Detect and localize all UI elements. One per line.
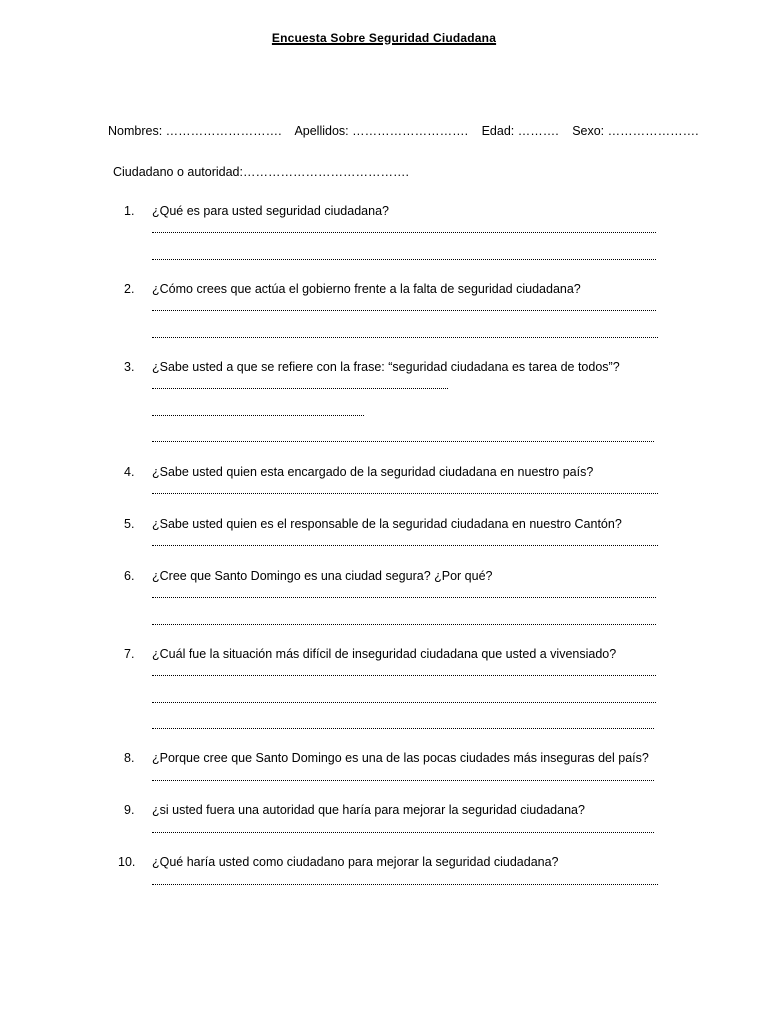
answer-line[interactable] [152, 624, 656, 625]
question-text: ¿Cree que Santo Domingo es una ciudad segura? ¿Por qué? [152, 569, 493, 583]
question-number: 9. [124, 803, 135, 817]
answer-line[interactable] [152, 545, 658, 546]
question-text: ¿Porque cree que Santo Domingo es una de las pocas ciudades más inseguras del país? [152, 751, 649, 765]
sexo-field[interactable]: Sexo: …………………. [572, 124, 699, 138]
answer-line[interactable] [152, 832, 654, 833]
question-4 [124, 465, 593, 479]
answer-line[interactable] [152, 884, 658, 885]
question-number: 8. [124, 751, 135, 765]
question-number: 7. [124, 647, 135, 661]
answer-line[interactable] [152, 259, 656, 260]
question-text: ¿Qué es para usted seguridad ciudadana? [152, 204, 389, 218]
answer-line[interactable] [152, 337, 658, 338]
answer-line[interactable] [152, 493, 658, 494]
question-text: ¿Cuál fue la situación más difícil de inseguridad ciudadana que usted a vivensiado? [152, 647, 617, 661]
question-10 [118, 855, 559, 869]
answer-line[interactable] [152, 415, 364, 416]
question-1 [124, 204, 389, 218]
edad-field[interactable]: Edad: ………. [481, 124, 559, 138]
nombres-field[interactable]: Nombres: ………………………. [108, 124, 282, 138]
question-number: 5. [124, 517, 135, 531]
personal-info-row [108, 124, 709, 138]
question-8 [124, 751, 649, 765]
answer-line[interactable] [152, 310, 656, 311]
answer-line[interactable] [152, 597, 656, 598]
apellidos-field[interactable]: Apellidos: ………………………. [294, 124, 469, 138]
question-text: ¿Sabe usted a que se refiere con la frase: “seguridad ciudadana es tarea de todos”? [152, 360, 620, 374]
question-number: 4. [124, 465, 135, 479]
answer-line[interactable] [152, 728, 654, 729]
page-title: Encuesta Sobre Seguridad Ciudadana [271, 31, 497, 45]
answer-line[interactable] [152, 780, 654, 781]
answer-line[interactable] [152, 441, 654, 442]
question-text: ¿Sabe usted quien es el responsable de la seguridad ciudadana en nuestro Cantón? [152, 517, 622, 531]
question-number: 10. [118, 855, 136, 869]
answer-line[interactable] [152, 675, 656, 676]
question-text: ¿Sabe usted quien esta encargado de la seguridad ciudadana en nuestro país? [152, 465, 594, 479]
question-9 [124, 803, 585, 817]
answer-line[interactable] [152, 232, 656, 233]
question-text: ¿si usted fuera una autoridad que haría para mejorar la seguridad ciudadana? [152, 803, 585, 817]
question-text: ¿Qué haría usted como ciudadano para mejorar la seguridad ciudadana? [152, 855, 559, 869]
question-number: 2. [124, 282, 135, 296]
question-2 [124, 282, 581, 296]
question-6 [124, 569, 493, 583]
ciudadano-field[interactable]: Ciudadano o autoridad:…………………………………. [113, 165, 409, 179]
question-text: ¿Cómo crees que actúa el gobierno frente a la falta de seguridad ciudadana? [152, 282, 581, 296]
question-number: 6. [124, 569, 135, 583]
question-5 [124, 517, 622, 531]
answer-line[interactable] [152, 388, 448, 389]
question-number: 1. [124, 204, 135, 218]
question-3 [124, 360, 620, 374]
answer-line[interactable] [152, 702, 656, 703]
question-7 [124, 647, 616, 661]
question-number: 3. [124, 360, 135, 374]
